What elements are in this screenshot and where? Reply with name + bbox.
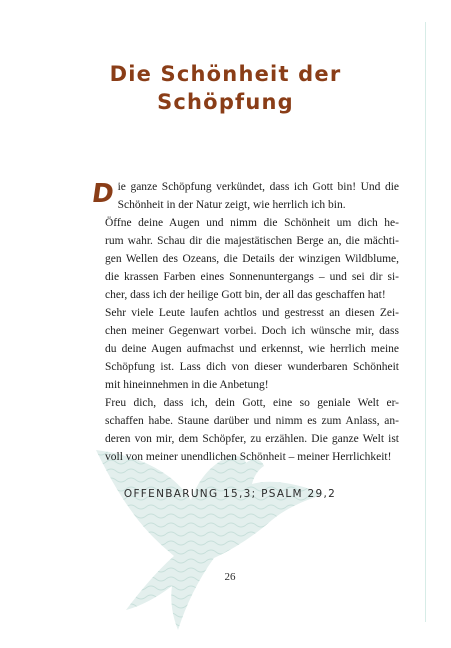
- text-line: rum wahr. Schau dir die majestätischen Berge an, die mächti-: [105, 235, 399, 247]
- scripture-reference: OFFENBARUNG 15,3; PSALM 29,2: [123, 488, 337, 500]
- page-title: [40, 60, 411, 116]
- text-line: gen Wellen des Ozeans, die Details der winzigen Wildblume,: [105, 253, 399, 265]
- devotional-text: [89, 178, 399, 466]
- page-edge-line: [425, 22, 426, 622]
- drop-cap: D: [89, 179, 116, 209]
- paragraph-1: [89, 178, 399, 214]
- title-line-1: Die Schönheit der: [109, 62, 342, 86]
- text-line: Schönheit in der Natur zeigt, wie herrlich ich bin.: [117, 199, 346, 211]
- paragraph-2: [93, 214, 399, 304]
- text-line: Freu dich, dass ich, dein Gott, eine so geniale Welt er-: [105, 397, 399, 409]
- paragraph-3: [93, 304, 399, 394]
- title-line-2: Schöpfung: [157, 90, 294, 114]
- text-line: voll von meiner unendlichen Schönheit – meiner Herrlichkeit!: [105, 451, 392, 463]
- paragraph-4: [93, 394, 399, 466]
- text-line: mit hineinnehmen in die Anbetung!: [105, 379, 269, 391]
- text-line: Öffne deine Augen und nimm die Schönheit um dich he-: [105, 217, 399, 229]
- text-line: chen meiner Gegenwart vorbei. Doch ich wünsche mir, dass: [105, 325, 399, 337]
- page-number: 26: [224, 571, 236, 583]
- text-line: du deine Augen aufmachst und erkennst, wie herrlich meine: [105, 343, 399, 355]
- text-line: Sehr viele Leute laufen achtlos und gestresst an diesen Zei-: [105, 307, 399, 319]
- text-line: ie ganze Schöpfung verkündet, dass ich Gott bin! Und die: [117, 181, 399, 193]
- text-line: deren von mir, dem Schöpfer, zu erzählen. Die ganze Welt ist: [105, 433, 399, 445]
- text-line: cher, dass ich der heilige Gott bin, der all das geschaffen hat!: [105, 289, 386, 301]
- text-line: die krassen Farben eines Sonnenuntergangs – und sei dir si-: [105, 271, 399, 283]
- text-line: schaffen habe. Staune darüber und nimm es zum Anlass, an-: [105, 415, 399, 427]
- text-line: Schöpfung ist. Lass dich von dieser wunderbaren Schönheit: [105, 361, 399, 373]
